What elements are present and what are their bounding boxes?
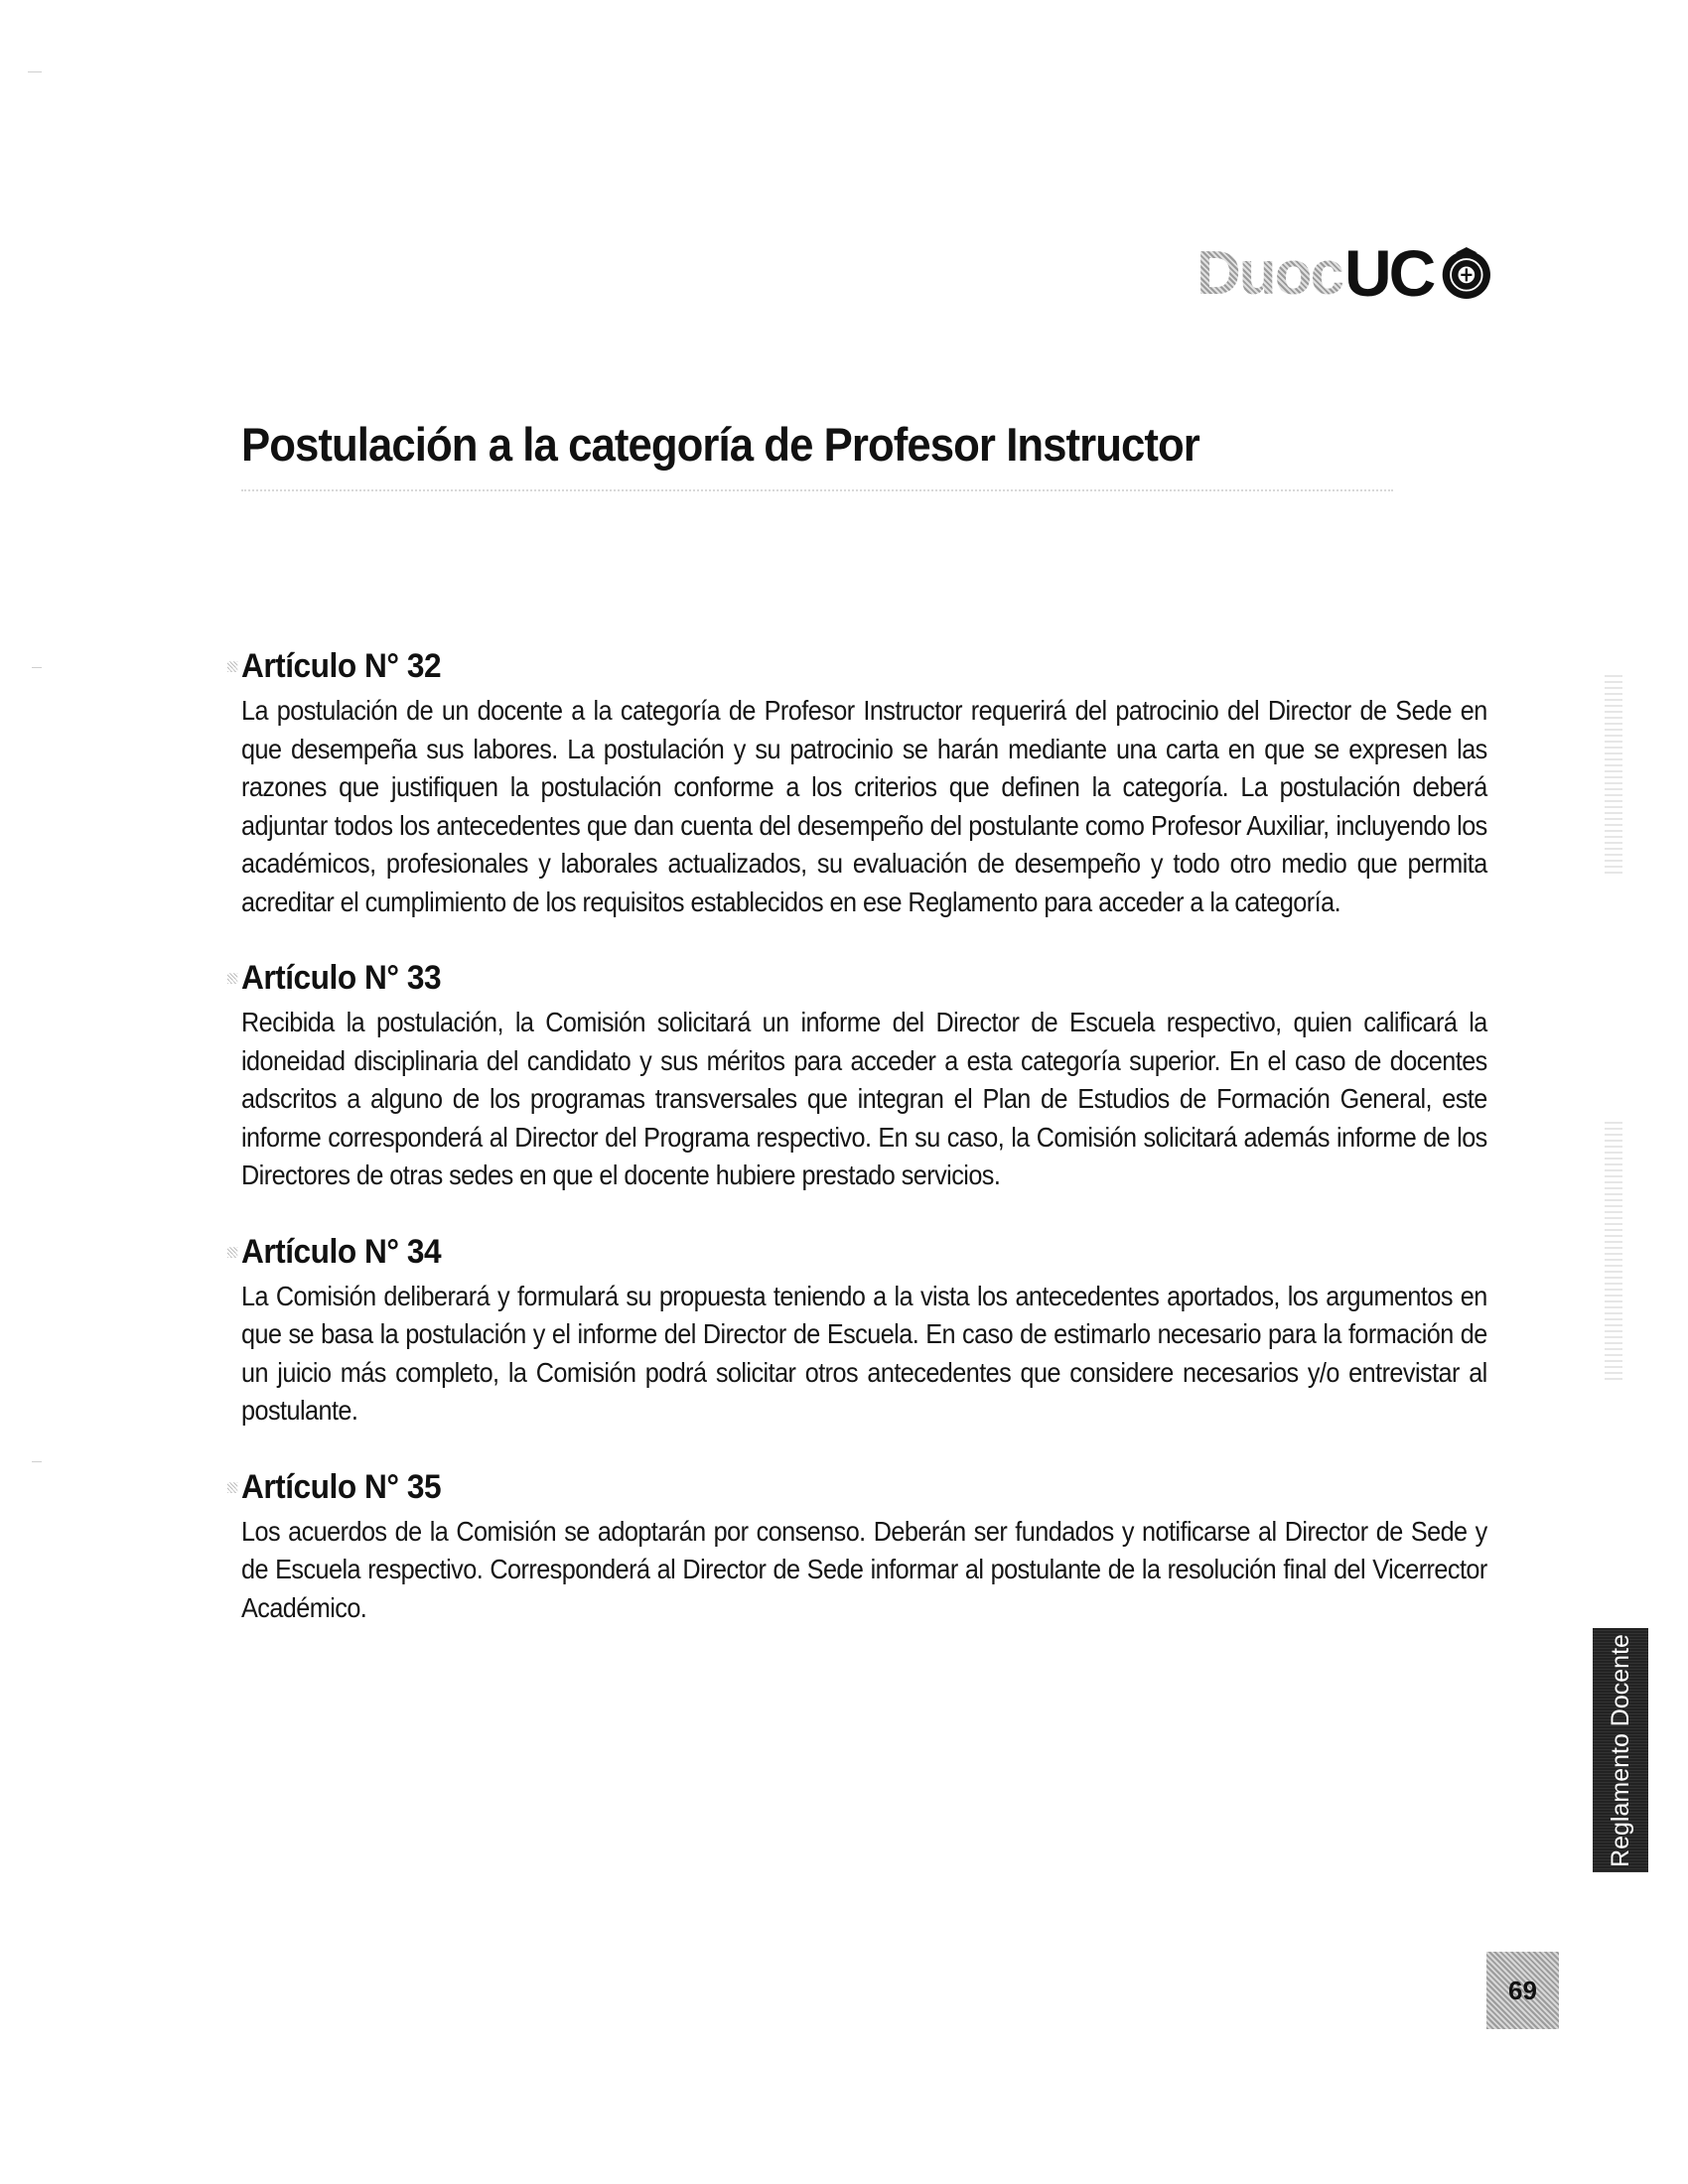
title-divider (241, 489, 1393, 491)
scan-mark (28, 71, 42, 72)
article-32 (241, 647, 1488, 921)
logo-duoc-text: Duoc (1196, 238, 1342, 308)
duoc-uc-logo (1196, 233, 1494, 313)
article-heading-label: Artículo N° 32 (240, 647, 442, 685)
scan-mark (32, 667, 42, 668)
page-number-box (1486, 1952, 1559, 2029)
university-seal-icon (1439, 244, 1494, 302)
article-heading-label: Artículo N° 34 (240, 1232, 442, 1271)
page-number: 69 (1508, 1975, 1537, 2005)
article-34 (241, 1233, 1488, 1431)
article-heading (227, 1233, 1400, 1272)
article-body: Recibida la postulación, la Comisión solicitará un informe del Director de Escuela respectivo, quien calificará la idoneidad disciplinaria del candidato y sus méritos para acceder a esta categoría superior. En el caso de docentes adscritos a alguno de los programas transversales que integran el Plan de Estudios de Formación General, este informe corresponderá al Director del Programa respectivo. En su caso, la Comisión solicitará además informe de los Directores de otras sedes en que el docente hubiere prestado servicios. (241, 1007, 1487, 1190)
page-title: Postulación a la categoría de Profesor Instructor (241, 418, 1199, 471)
article-heading (227, 959, 1400, 998)
article-heading (227, 647, 1400, 686)
article-body: La postulación de un docente a la categoría de Profesor Instructor requerirá del patrocinio del Director de Sede en que desempeña sus labores. La postulación y su patrocinio se harán mediante una carta en que se expresen las razones que justifiquen la postulación conforme a los criterios que definen la categoría. La postulación deberá adjuntar todos los antecedentes que dan cuenta del desempeño del postulante como Profesor Auxiliar, incluyendo los académicos, profesionales y laborales actualizados, su evaluación de desempeño y todo otro medio que permita acreditar el cumplimiento de los requisitos establecidos en ese Reglamento para acceder a la categoría. (241, 695, 1487, 917)
logo-uc-text: UC (1344, 236, 1434, 310)
article-body: La Comisión deliberará y formulará su propuesta teniendo a la vista los antecedentes aportados, los argumentos en que se basa la postulación y el informe del Director de Escuela. En caso de estimarlo necesario para la formación de un juicio más completo, la Comisión podrá solicitar otros antecedentes que considere necesarios y/o entrevistar al postulante. (241, 1280, 1487, 1426)
article-35 (241, 1468, 1488, 1628)
side-tab-label: Reglamento Docente (1606, 1633, 1634, 1867)
section-side-tab (1593, 1628, 1648, 1872)
bleed-through-mark (1605, 1122, 1622, 1380)
article-heading-label: Artículo N° 35 (240, 1467, 442, 1506)
bleed-through-mark (1605, 675, 1622, 874)
bullet-icon (227, 1482, 237, 1493)
article-heading-label: Artículo N° 33 (240, 959, 442, 997)
article-body: Los acuerdos de la Comisión se adoptarán por consenso. Deberán ser fundados y notificarse al Director de Sede y de Escuela respectivo. Corresponderá al Director de Sede informar al postulante de la resolución final del Vicerrector Académico. (241, 1515, 1487, 1623)
articles-section (241, 647, 1488, 1665)
scan-mark (32, 1461, 42, 1462)
bullet-icon (227, 1247, 237, 1258)
article-33 (241, 959, 1488, 1195)
article-heading (227, 1468, 1400, 1507)
bullet-icon (227, 661, 237, 672)
bullet-icon (227, 973, 237, 984)
